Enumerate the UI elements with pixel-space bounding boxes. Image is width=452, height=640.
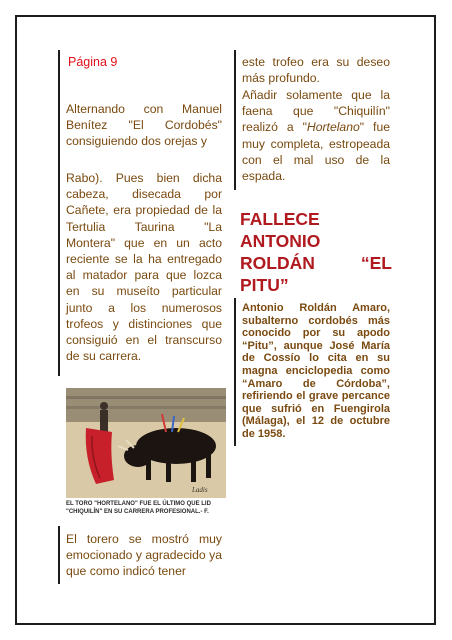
bio-paragraph: Antonio Roldán Amaro, subalterno cordobés más conocido por su apodo “Pitu”, aunque José María de Cossío lo cita en su magna enciclopedia como “Amaro de Córdoba”, refiriendo el grave percance que sufrió en Fuengirola (Málaga), el 12 de octubre de 1958. [242, 302, 390, 440]
left-paragraph-1: Alternando con Manuel Benítez "El Cordobés" consiguiendo dos orejas y [66, 102, 222, 149]
page-number: Página 9 [68, 55, 118, 69]
right-paragraph-2-post: " fue muy completa, estropeada con el mal uso de la espada. [242, 120, 391, 184]
left-paragraph-2: Rabo). Pues bien dicha cabeza, disecada por Cañete, era propiedad de la Tertulia Taurina "La Montera" que en un acto reciente se la ha entregado al matador para que lozca en su museíto particular junto a los numerosos trofeos y distinciones que consiguió en el transcurso de su carrera. [66, 171, 222, 364]
left-column-bar-top [58, 50, 60, 376]
photo-caption-line-2: "CHIQUILÍN" EN SU CARRERA PROFESIONAL.- F. [66, 509, 209, 515]
left-paragraph-3: El torero se mostró muy emocionado y agradecido ya que como indicó tener [66, 532, 222, 579]
right-paragraph-2-italic: Hortelano [306, 120, 360, 135]
bullfight-photo-graphic [66, 388, 226, 498]
heading-line-4: PITU” [240, 275, 289, 295]
photo-signature: Ladis [192, 486, 208, 494]
photo-caption-line-1: EL TORO "HORTELANO" FUE EL ÚLTIMO QUE LID [66, 501, 211, 507]
right-column-bar-top [234, 50, 236, 190]
heading-line-3-a: ROLDÁN [240, 253, 315, 273]
photo-caption [66, 500, 228, 516]
right-column-bar-bottom [234, 298, 236, 446]
heading-line-3 [240, 252, 392, 274]
right-paragraph-1: este trofeo era su deseo más profundo. [242, 55, 390, 86]
right-paragraph-2-pre: Añadir solamente que la faena que "Chiquilín" realizó a " [242, 88, 390, 135]
heading-line-2: ANTONIO [240, 231, 321, 251]
bullfight-photo [66, 388, 226, 498]
right-paragraph-2 [242, 87, 390, 184]
heading-line-3-b: “EL [360, 253, 392, 273]
heading-line-1: FALLECE [240, 209, 320, 229]
left-column-bar-bottom [58, 526, 60, 584]
article-heading [240, 208, 392, 296]
